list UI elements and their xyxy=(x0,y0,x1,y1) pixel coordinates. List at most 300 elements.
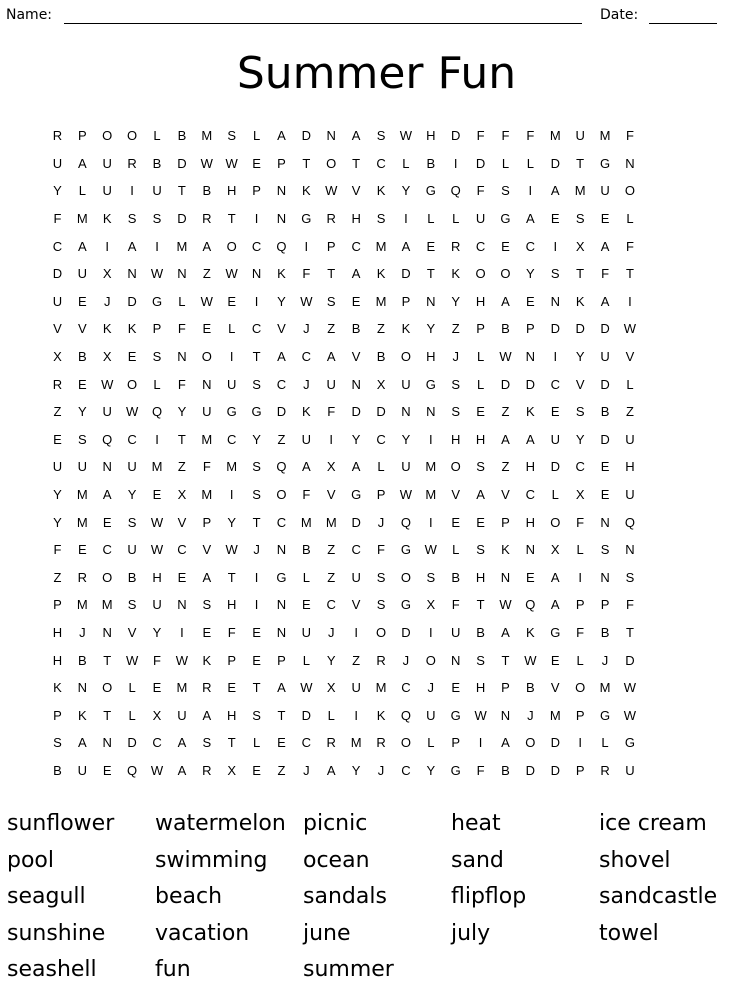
grid-letter[interactable]: V xyxy=(451,487,461,503)
grid-letter[interactable]: C xyxy=(251,321,262,337)
grid-letter[interactable]: Z xyxy=(202,266,211,282)
grid-letter[interactable]: D xyxy=(500,376,511,392)
grid-letter[interactable]: F xyxy=(526,128,535,144)
grid-letter[interactable]: A xyxy=(177,762,187,778)
grid-letter[interactable]: S xyxy=(451,404,461,420)
grid-letter[interactable]: A xyxy=(351,128,361,144)
grid-letter[interactable]: S xyxy=(252,459,261,475)
grid-letter[interactable]: V xyxy=(351,597,361,613)
grid-letter[interactable]: M xyxy=(574,183,586,199)
grid-letter[interactable]: E xyxy=(476,404,485,420)
grid-letter[interactable]: D xyxy=(451,128,461,144)
grid-letter[interactable]: V xyxy=(277,321,286,337)
grid-letter[interactable]: U xyxy=(351,569,361,585)
grid-letter[interactable]: I xyxy=(254,569,259,585)
grid-letter[interactable]: J xyxy=(377,762,385,778)
grid-letter[interactable]: H xyxy=(475,293,486,309)
grid-letter[interactable]: J xyxy=(601,652,609,668)
grid-letter[interactable]: A xyxy=(277,349,286,365)
grid-letter[interactable]: U xyxy=(625,431,635,447)
grid-letter[interactable]: Y xyxy=(326,652,336,668)
grid-letter[interactable]: M xyxy=(350,735,362,751)
grid-letter[interactable]: P xyxy=(526,321,535,337)
grid-letter[interactable]: V xyxy=(127,624,137,640)
grid-letter[interactable]: F xyxy=(227,624,236,640)
grid-letter[interactable]: U xyxy=(550,431,560,447)
grid-letter[interactable]: N xyxy=(177,597,187,613)
grid-letter[interactable]: I xyxy=(404,211,408,227)
grid-letter[interactable]: O xyxy=(525,735,536,751)
grid-letter[interactable]: V xyxy=(177,514,187,530)
grid-letter[interactable]: F xyxy=(177,376,186,392)
grid-letter[interactable]: B xyxy=(501,321,510,337)
grid-letter[interactable]: D xyxy=(127,293,137,309)
grid-letter[interactable]: X xyxy=(426,597,436,613)
grid-letter[interactable]: S xyxy=(252,707,261,723)
grid-letter[interactable]: M xyxy=(375,238,387,254)
grid-letter[interactable]: E xyxy=(102,762,112,778)
grid-letter[interactable]: G xyxy=(624,735,635,751)
grid-letter[interactable]: Q xyxy=(127,762,138,778)
grid-letter[interactable]: A xyxy=(78,735,87,751)
grid-letter[interactable]: E xyxy=(302,597,311,613)
grid-letter[interactable]: I xyxy=(254,211,259,227)
grid-letter[interactable]: O xyxy=(326,155,337,171)
grid-letter[interactable]: E xyxy=(600,211,610,227)
grid-letter[interactable]: D xyxy=(127,735,137,751)
grid-letter[interactable]: K xyxy=(78,707,87,723)
grid-letter[interactable]: Z xyxy=(451,321,460,337)
grid-letter[interactable]: N xyxy=(276,183,287,199)
grid-letter[interactable]: L xyxy=(252,735,261,751)
grid-letter[interactable]: L xyxy=(377,459,385,475)
grid-letter[interactable]: L xyxy=(128,707,136,723)
grid-letter[interactable]: I xyxy=(453,155,458,171)
grid-letter[interactable]: C xyxy=(475,238,486,254)
grid-letter[interactable]: S xyxy=(600,542,610,558)
grid-letter[interactable]: Q xyxy=(624,514,635,530)
grid-letter[interactable]: L xyxy=(501,155,510,171)
grid-letter[interactable]: Y xyxy=(252,431,261,447)
grid-letter[interactable]: I xyxy=(304,238,309,254)
grid-letter[interactable]: N xyxy=(177,349,187,365)
grid-letter[interactable]: D xyxy=(401,266,411,282)
grid-letter[interactable]: N xyxy=(426,293,436,309)
grid-letter[interactable]: L xyxy=(78,183,86,199)
grid-letter[interactable]: J xyxy=(527,707,534,723)
grid-letter[interactable]: U xyxy=(600,183,610,199)
grid-letter[interactable]: D xyxy=(550,735,560,751)
grid-letter[interactable]: L xyxy=(178,293,186,309)
grid-letter[interactable]: F xyxy=(53,211,62,227)
grid-letter[interactable]: U xyxy=(102,404,112,420)
grid-letter[interactable]: Z xyxy=(277,762,286,778)
grid-letter[interactable]: W xyxy=(325,183,338,199)
grid-letter[interactable]: V xyxy=(202,542,212,558)
grid-letter[interactable]: N xyxy=(600,514,610,530)
grid-letter[interactable]: I xyxy=(578,569,582,585)
grid-letter[interactable]: U xyxy=(326,376,336,392)
grid-letter[interactable]: Z xyxy=(625,404,634,420)
grid-letter[interactable]: K xyxy=(526,624,535,640)
grid-letter[interactable]: T xyxy=(252,349,261,365)
grid-letter[interactable]: U xyxy=(152,597,162,613)
grid-letter[interactable]: K xyxy=(501,542,510,558)
grid-letter[interactable]: F xyxy=(476,128,485,144)
grid-letter[interactable]: J xyxy=(303,762,310,778)
grid-letter[interactable]: P xyxy=(575,597,585,613)
grid-letter[interactable]: T xyxy=(227,211,236,227)
grid-letter[interactable]: M xyxy=(549,707,561,723)
grid-letter[interactable]: N xyxy=(351,376,361,392)
grid-letter[interactable]: U xyxy=(52,155,63,171)
grid-letter[interactable]: H xyxy=(52,652,63,668)
grid-letter[interactable]: L xyxy=(302,569,310,585)
grid-letter[interactable]: L xyxy=(302,652,310,668)
grid-letter[interactable]: J xyxy=(427,680,435,696)
grid-letter[interactable]: N xyxy=(102,735,112,751)
grid-letter[interactable]: C xyxy=(351,238,361,254)
grid-letter[interactable]: U xyxy=(177,707,187,723)
grid-letter[interactable]: T xyxy=(177,183,186,199)
grid-letter[interactable]: I xyxy=(553,238,558,254)
grid-letter[interactable]: E xyxy=(252,624,261,640)
grid-letter[interactable]: T xyxy=(302,155,311,171)
grid-letter[interactable]: W xyxy=(499,349,512,365)
grid-letter[interactable]: L xyxy=(526,155,534,171)
grid-letter[interactable]: O xyxy=(276,487,287,503)
grid-letter[interactable]: I xyxy=(528,183,533,199)
grid-letter[interactable]: Z xyxy=(327,542,336,558)
grid-letter[interactable]: P xyxy=(227,652,237,668)
grid-letter[interactable]: W xyxy=(300,680,313,696)
grid-letter[interactable]: B xyxy=(600,404,610,420)
grid-letter[interactable]: C xyxy=(152,735,162,751)
grid-letter[interactable]: S xyxy=(376,597,386,613)
grid-letter[interactable]: L xyxy=(128,680,136,696)
grid-letter[interactable]: A xyxy=(501,293,510,309)
grid-letter[interactable]: T xyxy=(252,514,261,530)
grid-letter[interactable]: F xyxy=(153,652,161,668)
grid-letter[interactable]: W xyxy=(225,266,238,282)
grid-letter[interactable]: P xyxy=(326,238,336,254)
grid-letter[interactable]: I xyxy=(628,293,632,309)
grid-letter[interactable]: Y xyxy=(351,762,361,778)
grid-letter[interactable]: B xyxy=(177,128,187,144)
grid-letter[interactable]: F xyxy=(327,404,336,420)
grid-letter[interactable]: S xyxy=(575,211,585,227)
grid-letter[interactable]: A xyxy=(600,238,610,254)
grid-letter[interactable]: U xyxy=(226,376,237,392)
grid-letter[interactable]: R xyxy=(326,211,336,227)
grid-letter[interactable]: X xyxy=(102,266,112,282)
grid-letter[interactable]: N xyxy=(550,293,560,309)
grid-letter[interactable]: S xyxy=(202,597,212,613)
grid-letter[interactable]: U xyxy=(575,128,585,144)
grid-letter[interactable]: N xyxy=(127,266,137,282)
grid-letter[interactable]: M xyxy=(375,680,387,696)
grid-letter[interactable]: S xyxy=(550,266,560,282)
grid-letter[interactable]: A xyxy=(351,459,361,475)
grid-letter[interactable]: F xyxy=(625,128,634,144)
grid-letter[interactable]: A xyxy=(177,735,187,751)
grid-letter[interactable]: A xyxy=(277,128,286,144)
grid-letter[interactable]: O xyxy=(550,514,561,530)
grid-letter[interactable]: Q xyxy=(525,597,536,613)
grid-letter[interactable]: O xyxy=(575,680,586,696)
grid-letter[interactable]: E xyxy=(550,211,560,227)
grid-letter[interactable]: V xyxy=(625,349,635,365)
grid-letter[interactable]: U xyxy=(351,680,361,696)
grid-letter[interactable]: B xyxy=(376,349,386,365)
grid-letter[interactable]: N xyxy=(625,155,635,171)
grid-letter[interactable]: X xyxy=(102,349,112,365)
grid-letter[interactable]: Z xyxy=(352,652,361,668)
grid-letter[interactable]: O xyxy=(102,569,113,585)
grid-letter[interactable]: H xyxy=(525,514,536,530)
grid-letter[interactable]: Z xyxy=(177,459,186,475)
grid-letter[interactable]: P xyxy=(152,321,162,337)
grid-letter[interactable]: E xyxy=(501,238,510,254)
grid-letter[interactable]: P xyxy=(78,128,87,144)
grid-letter[interactable]: Q xyxy=(450,183,461,199)
grid-letter[interactable]: E xyxy=(202,624,212,640)
grid-letter[interactable]: Z xyxy=(501,459,510,475)
grid-letter[interactable]: D xyxy=(550,762,560,778)
grid-letter[interactable]: X xyxy=(152,707,162,723)
grid-letter[interactable]: J xyxy=(303,321,310,337)
grid-letter[interactable]: O xyxy=(425,652,436,668)
grid-letter[interactable]: F xyxy=(476,762,485,778)
grid-letter[interactable]: R xyxy=(202,680,212,696)
grid-letter[interactable]: G xyxy=(425,183,436,199)
grid-letter[interactable]: L xyxy=(452,542,460,558)
grid-letter[interactable]: V xyxy=(351,183,361,199)
grid-letter[interactable]: S xyxy=(202,735,212,751)
grid-letter[interactable]: Z xyxy=(501,404,510,420)
grid-letter[interactable]: T xyxy=(352,155,361,171)
grid-letter[interactable]: W xyxy=(150,542,164,558)
grid-letter[interactable]: C xyxy=(127,431,137,447)
grid-letter[interactable]: D xyxy=(550,459,560,475)
grid-letter[interactable]: O xyxy=(127,128,138,144)
grid-letter[interactable]: O xyxy=(500,266,511,282)
grid-letter[interactable]: D xyxy=(301,707,312,723)
grid-letter[interactable]: E xyxy=(351,293,361,309)
grid-letter[interactable]: B xyxy=(426,155,436,171)
grid-letter[interactable]: M xyxy=(599,128,611,144)
grid-letter[interactable]: K xyxy=(53,680,62,696)
grid-letter[interactable]: R xyxy=(326,735,336,751)
grid-letter[interactable]: U xyxy=(301,431,312,447)
grid-letter[interactable]: Y xyxy=(53,514,62,530)
grid-letter[interactable]: U xyxy=(202,404,212,420)
grid-letter[interactable]: E xyxy=(78,542,87,558)
grid-letter[interactable]: R xyxy=(376,735,386,751)
grid-letter[interactable]: E xyxy=(600,459,610,475)
grid-letter[interactable]: U xyxy=(52,459,63,475)
grid-letter[interactable]: D xyxy=(550,321,560,337)
grid-letter[interactable]: Y xyxy=(177,404,187,420)
grid-letter[interactable]: J xyxy=(253,542,260,558)
grid-letter[interactable]: U xyxy=(77,459,88,475)
grid-letter[interactable]: E xyxy=(252,652,261,668)
grid-letter[interactable]: Y xyxy=(401,431,411,447)
grid-letter[interactable]: N xyxy=(426,404,436,420)
grid-letter[interactable]: R xyxy=(451,238,461,254)
grid-letter[interactable]: V xyxy=(326,487,336,503)
grid-letter[interactable]: F xyxy=(625,597,634,613)
grid-letter[interactable]: L xyxy=(327,707,335,723)
grid-letter[interactable]: M xyxy=(76,487,88,503)
grid-letter[interactable]: E xyxy=(227,680,237,696)
grid-letter[interactable]: E xyxy=(177,569,187,585)
grid-letter[interactable]: P xyxy=(401,293,411,309)
grid-letter[interactable]: X xyxy=(227,762,237,778)
grid-letter[interactable]: A xyxy=(302,459,311,475)
grid-letter[interactable]: K xyxy=(526,404,535,420)
grid-letter[interactable]: U xyxy=(77,762,88,778)
grid-letter[interactable]: F xyxy=(451,597,460,613)
grid-letter[interactable]: G xyxy=(400,597,411,613)
grid-letter[interactable]: O xyxy=(127,376,138,392)
grid-letter[interactable]: A xyxy=(351,266,361,282)
grid-letter[interactable]: T xyxy=(103,707,112,723)
grid-letter[interactable]: H xyxy=(625,459,635,475)
grid-letter[interactable]: F xyxy=(53,542,62,558)
grid-letter[interactable]: W xyxy=(125,404,139,420)
grid-letter[interactable]: I xyxy=(130,183,134,199)
grid-letter[interactable]: X xyxy=(575,238,585,254)
grid-letter[interactable]: P xyxy=(376,487,386,503)
grid-letter[interactable]: B xyxy=(202,183,212,199)
grid-letter[interactable]: H xyxy=(475,680,486,696)
date-field[interactable] xyxy=(649,23,717,24)
grid-letter[interactable]: A xyxy=(550,597,560,613)
grid-letter[interactable]: K xyxy=(277,266,286,282)
grid-letter[interactable]: T xyxy=(277,707,286,723)
grid-letter[interactable]: G xyxy=(301,211,312,227)
grid-letter[interactable]: N xyxy=(276,624,287,640)
grid-letter[interactable]: T xyxy=(476,597,485,613)
grid-letter[interactable]: I xyxy=(329,431,334,447)
grid-letter[interactable]: L xyxy=(427,211,435,227)
grid-letter[interactable]: N xyxy=(102,459,112,475)
grid-letter[interactable]: U xyxy=(102,155,112,171)
grid-letter[interactable]: N xyxy=(276,211,287,227)
grid-letter[interactable]: R xyxy=(376,652,386,668)
grid-letter[interactable]: S xyxy=(575,404,585,420)
grid-letter[interactable]: R xyxy=(202,211,212,227)
grid-letter[interactable]: S xyxy=(252,376,261,392)
grid-letter[interactable]: W xyxy=(474,707,487,723)
grid-letter[interactable]: B xyxy=(78,349,87,365)
grid-letter[interactable]: Y xyxy=(426,321,436,337)
grid-letter[interactable]: T xyxy=(576,155,585,171)
grid-letter[interactable]: W xyxy=(175,652,189,668)
grid-letter[interactable]: B xyxy=(152,155,162,171)
grid-letter[interactable]: W xyxy=(150,514,164,530)
grid-letter[interactable]: Z xyxy=(53,569,62,585)
grid-letter[interactable]: D xyxy=(177,155,187,171)
grid-letter[interactable]: D xyxy=(525,762,536,778)
grid-letter[interactable]: W xyxy=(200,155,213,171)
grid-letter[interactable]: O xyxy=(400,349,411,365)
grid-letter[interactable]: O xyxy=(450,459,461,475)
grid-letter[interactable]: O xyxy=(102,128,113,144)
grid-letter[interactable]: K xyxy=(202,652,212,668)
grid-letter[interactable]: U xyxy=(77,266,88,282)
grid-letter[interactable]: L xyxy=(626,376,634,392)
grid-letter[interactable]: B xyxy=(476,624,485,640)
grid-letter[interactable]: W xyxy=(300,293,313,309)
grid-letter[interactable]: A xyxy=(476,487,485,503)
grid-letter[interactable]: D xyxy=(52,266,63,282)
grid-letter[interactable]: M xyxy=(76,597,88,613)
grid-letter[interactable]: M xyxy=(101,597,113,613)
grid-letter[interactable]: J xyxy=(377,514,385,530)
grid-letter[interactable]: N xyxy=(177,266,187,282)
grid-letter[interactable]: G xyxy=(226,404,237,420)
grid-letter[interactable]: Y xyxy=(53,487,62,503)
grid-letter[interactable]: H xyxy=(226,707,237,723)
grid-letter[interactable]: X xyxy=(326,680,336,696)
grid-letter[interactable]: B xyxy=(127,569,137,585)
grid-letter[interactable]: W xyxy=(623,707,637,723)
grid-letter[interactable]: N xyxy=(326,128,336,144)
grid-letter[interactable]: S xyxy=(127,514,137,530)
grid-letter[interactable]: G xyxy=(450,707,461,723)
grid-letter[interactable]: I xyxy=(105,238,110,254)
grid-letter[interactable]: S xyxy=(625,569,635,585)
grid-letter[interactable]: M xyxy=(599,680,611,696)
grid-letter[interactable]: A xyxy=(78,155,87,171)
grid-letter[interactable]: T xyxy=(177,431,186,447)
grid-letter[interactable]: D xyxy=(351,514,361,530)
grid-letter[interactable]: O xyxy=(475,266,486,282)
grid-letter[interactable]: Z xyxy=(327,569,336,585)
grid-letter[interactable]: G xyxy=(550,624,561,640)
grid-letter[interactable]: F xyxy=(576,624,585,640)
grid-letter[interactable]: P xyxy=(575,762,585,778)
grid-letter[interactable]: E xyxy=(451,680,461,696)
grid-letter[interactable]: X xyxy=(326,459,336,475)
grid-letter[interactable]: P xyxy=(277,155,286,171)
grid-letter[interactable]: W xyxy=(150,266,164,282)
grid-letter[interactable]: L xyxy=(601,735,609,751)
grid-letter[interactable]: M xyxy=(425,487,437,503)
grid-letter[interactable]: A xyxy=(102,487,112,503)
grid-letter[interactable]: I xyxy=(229,487,234,503)
grid-letter[interactable]: A xyxy=(501,624,510,640)
grid-letter[interactable]: S xyxy=(476,652,485,668)
grid-letter[interactable]: C xyxy=(326,597,336,613)
grid-letter[interactable]: G xyxy=(351,487,362,503)
grid-letter[interactable]: F xyxy=(601,266,610,282)
grid-letter[interactable]: X xyxy=(53,349,62,365)
grid-letter[interactable]: W xyxy=(623,321,637,337)
grid-letter[interactable]: H xyxy=(475,569,486,585)
grid-letter[interactable]: D xyxy=(276,404,287,420)
grid-letter[interactable]: Y xyxy=(401,183,411,199)
grid-letter[interactable]: D xyxy=(600,431,610,447)
grid-letter[interactable]: G xyxy=(151,293,163,309)
grid-letter[interactable]: P xyxy=(451,735,461,751)
grid-letter[interactable]: A xyxy=(78,238,87,254)
grid-letter[interactable]: W xyxy=(399,487,413,503)
grid-letter[interactable]: A xyxy=(600,293,610,309)
grid-letter[interactable]: I xyxy=(229,349,234,365)
